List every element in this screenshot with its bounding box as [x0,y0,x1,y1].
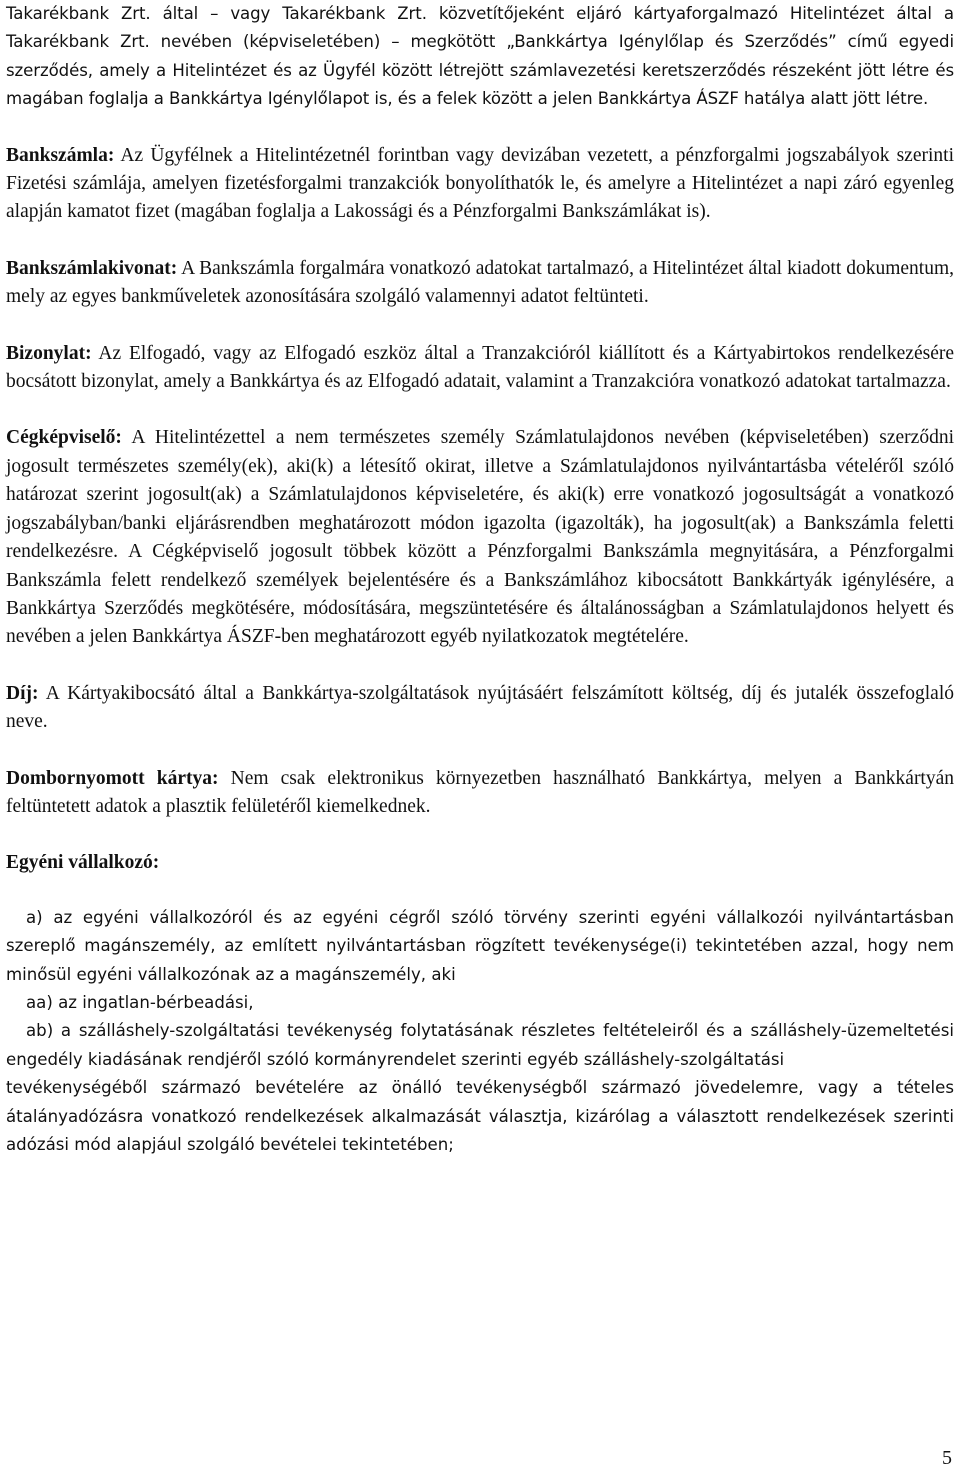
list-item: aa) az ingatlan-bérbeadási, [26,992,254,1012]
definition-dombornyomott [6,765,954,822]
definition-text: Az Elfogadó, vagy az Elfogadó eszköz által a Tranzakcióról kiállított és a Kártyabirtokos rendelkezésére bocsátott bizonylat, amely a Bankkártya és az Elfogadó adatait, valamint a Tranzakcióra vonatkozó adatokat tartalmazza. [6,342,954,393]
definition-egyeni-vallalkozo [6,849,954,877]
definition-cegkepviselo [6,424,954,651]
definition-bankszamla [6,142,954,227]
definition-term: Dombornyomott kártya: [6,767,219,789]
definition-text: A Kártyakibocsátó által a Bankkártya-szolgáltatások nyújtásáért felszámított költség, díj és jutalék összefoglaló neve. [6,682,954,733]
list-item: a) az egyéni vállalkozóról és az egyéni cégről szóló törvény szerinti egyéni vállalkozói nyilvántartásban szereplő magánszemély, az említett nyilvántartásban rögzített tevékenysége(i) tekintetében azzal, hogy nem minősül egyéni vállalkozónak az a magánszemély, aki [6,907,954,984]
definition-term: Cégképviselő: [6,427,122,449]
definition-egyeni-item-aa [6,989,954,1017]
definition-term: Bankszámlakivonat: [6,257,178,279]
definition-text: Nem csak elektronikus környezetben használható Bankkártya, melyen a Bankkártyán feltüntetett adatok a plasztik felületéről kiemelkednek. [6,767,955,817]
definition-text: A Bankszámla forgalmára vonatkozó adatokat tartalmazó, a Hitelintézet által kiadott dokumentum, mely az egyes bankműveletek azonosítására szolgáló valamennyi adatot feltünteti. [6,257,954,308]
definition-term: Egyéni vállalkozó: [6,852,160,874]
definition-bankszamlakivonat [6,255,954,312]
page-number: 5 [942,1447,952,1469]
definition-term: Bankszámla: [6,144,115,166]
definition-term: Díj: [6,682,39,704]
intro-paragraph: Takarékbank Zrt. által – vagy Takarékbank Zrt. közvetítőjeként eljáró kártyaforgalmazó Hitelintézet által a Takarékbank Zrt. nevében (képviseletében) – megkötött „Bankkártya Igénylőlap és Szerződés” című egyedi szerződés, amely a Hitelintézet és az Ügyfél között létrejött számlavezetési keretszerződés részeként jött létre és magában foglalja a Bankkártya Igénylőlapot is, és a felek között a jelen Bankkártya ÁSZF hatálya alatt jött létre. [6,4,954,109]
list-item: ab) a szálláshely-szolgáltatási tevékenység folytatásának részletes feltételeiről és a szálláshely-üzemeltetési engedély kiadásának rendjéről szóló kormányrendelet szerinti egyéb szálláshely-szolgáltatási [6,1021,954,1069]
definition-text: A Hitelintézettel a nem természetes személy Számlatulajdonos nevében (képviseletében) szerződni jogosult természetes személy(ek), aki(k) a létesítő okirat, illetve a Számlatulajdonos nyilvántartásba vételéről szóló határozat szerint jogosult(ak) a Számlatulajdonos képviseletére, és aki(k) erre vonatkozó jogosultságát a vonatkozó jogszabályban/banki eljárásrendben meghatározott módon igazolta (igazolták), ha jogosult(ak) a Bankszámla feletti rendelkezésre. A Cégképviselő jogosult többek között a Pénzforgalmi Bankszámla megnyitására, a Pénzforgalmi Bankszámla felett rendelkező személyek bejelentésére és a Bankszámlához kibocsátott Bankkártyák igénylésére, a Bankkártya Szerződés megkötésére, módosítására, megszüntetésére és általánosságban a Számlatulajdonos helyett és nevében a jelen Bankkártya ÁSZF-ben meghatározott egyéb nyilatkozatok megtételére. [6,427,954,648]
definition-text: Az Ügyfélnek a Hitelintézetnél forintban vagy devizában vezetett, a pénzforgalmi jogszabályok szerinti Fizetési számlája, amelyen fizetésforgalmi tranzakciók bonyolíthatók le, és amelyre a Hitelintézet a napi záró egyenleg alapján kamatot fizet (magában foglalja a Lakossági és a Pénzforgalmi Bankszámlákat is). [6,144,954,223]
document-page [6,0,954,1159]
definition-egyeni-item-ab [6,1017,954,1074]
definition-egyeni-item-ab-cont: tevékenységéből származó bevételére az önálló tevékenységből származó jövedelemre, vagy a tételes átalányadózásra vonatkozó rendelkezések alkalmazását választja, kizárólag a választott rendelkezések szerinti adózási mód alapjául szolgáló bevételei tekintetében; [6,1078,954,1154]
definition-term: Bizonylat: [6,342,92,364]
definition-egyeni-item-a [6,904,954,989]
definition-bizonylat [6,340,954,397]
definition-dij [6,680,954,737]
